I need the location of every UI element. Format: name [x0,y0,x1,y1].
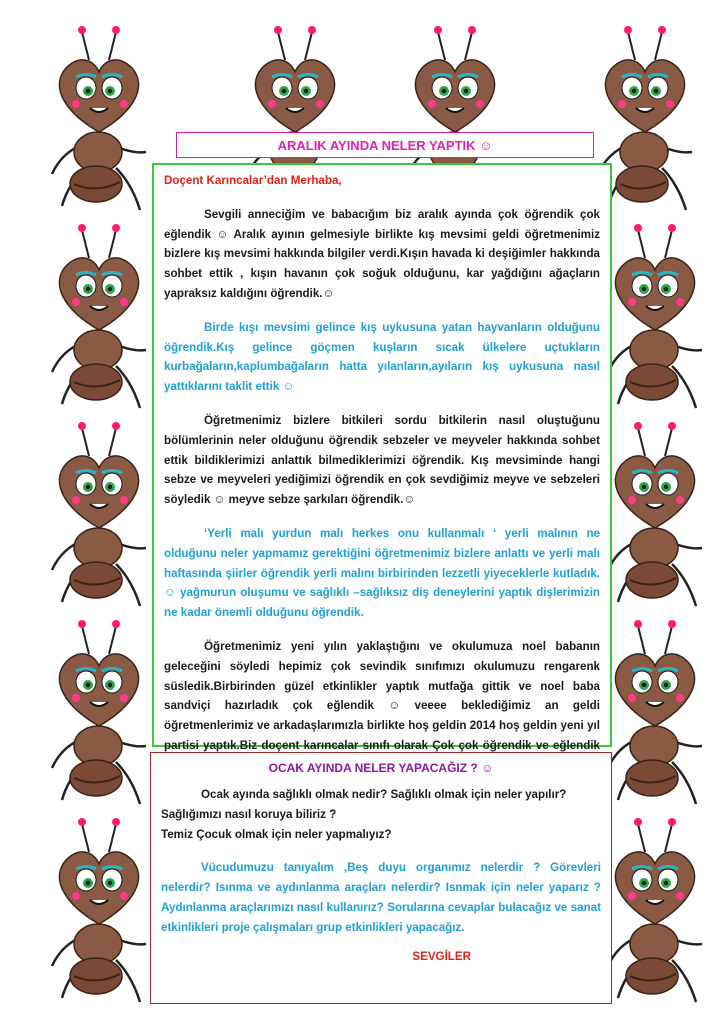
ant-decoration-icon [44,24,154,214]
ocak-title: OCAK AYINDA NELER YAPACAĞIZ ? ☺ [268,761,494,775]
ocak-question-1: Ocak ayında sağlıklı olmak nedir? Sağlıklı olmak için neler yapılır? [201,788,567,801]
ocak-paragraph: Vücudumuzu tanıyalım ,Beş duyu organımız nelerdir ? Görevleri nelerdir? Isınma ve aydınlanma araçları nelerdir? Isnmak için neler yaparız ? Aydınlanma araçlarımızı nasıl kullanırız? Sorularına cevaplar bulacağız ve sanat etkinlikleri proje çalışmaları grup etkinlikleri yapacağız. [161,861,601,934]
ocak-question-3: Temiz Çocuk olmak için neler yapmalıyız? [161,827,392,841]
greeting: Doçent Karıncalar’dan Merhaba, [164,174,342,187]
page-title: ARALIK AYINDA NELER YAPTIK ☺ [277,137,493,153]
ant-decoration-icon [600,222,710,412]
paragraph-3: Öğretmenimiz bizlere bitkileri sordu bitkilerin nasıl oluştuğunu bölümlerinin neler olduğunu öğrendik sebzeler ve meyveler hakkında sohbet ettik bildiklerimizi anlattık bilmediklerimizi öğrendik. Kış mevsiminde hangi sebze ve meyveleri yediğimizi öğrendik en çok sevdiğimiz meyve ve sebzeleri söyledik ☺ meyve sebze şarkıları öğrendik.☺ [164,413,600,507]
ant-decoration-icon [44,816,154,1006]
paragraph-4: ‘Yerli malı yurdun malı herkes onu kullanmalı ‘ yerli malının ne olduğunu neler yapmamız gerektiğini öğretmenimiz bizlere anlattı ve yerli malı haftasında şiirler öğrendik yerli malını birbirinden lezzetli yiyeceklerle kutladık. ☺ yağmurun oluşumu ve sağlıklı –sağlıksız diş deneylerini yaptık dişlerimizin ne kadar önemli olduğunu öğrendik. [164,526,600,620]
ocak-question-2: Sağlığımızı nasıl koruya biliriz ? [161,807,337,821]
paragraph-1: Sevgili anneciğim ve babacığım biz aralık ayında çok öğrendik çok eğlendik ☺ Aralık ayının gelmesiyle birlikte kış mevsimi geldi öğretmenimiz bizlere kış mevsimi hakkında bilgiler verdi.Kışın havada ki deşiğimler hakkında sohbet ettik , kışın havanın çok soğuk olduğunu, kar yağdığını ağaçların yapraksız kaldığını öğrendik.☺ [164,207,600,300]
paragraph-2: Birde kışı mevsimi gelince kış uykusuna yatan hayvanların olduğunu öğrendik.Kış gelince göçmen kuşların sıcak ülkelere uçtukların kurbağaların,kaplumbağaların hatta yılanların,ayıların kış uykusuna nasıl yattıklarını taklit ettik ☺ [164,320,600,394]
ant-decoration-icon [44,420,154,610]
ant-decoration-icon [44,222,154,412]
ant-decoration-icon [44,618,154,808]
paragraph-5: Öğretmenimiz yeni yılın yaklaştığını ve okulumuza noel babanın geleceğini söyledi hepimiz çok sevindik sınıfımızı okulumuzu rengarenk süsledik.Birbirinden güzel etkinlikler yaptık mutfağa gittik ve noel baba sandviçi hazırladık çok eğlendik ☺ veeee beklediğimiz an geldi öğretmenlerimiz ve arkadaşlarımızla birlikte hoş geldin 2014 hoş geldin yeni yıl partisi yaptık.Biz doçent karıncalar sınıfı olarak Çok çok öğrendik ve eğlendik [164,639,600,752]
ocak-box [150,752,612,1004]
title-box [176,132,594,158]
ant-decoration-icon [600,816,710,1006]
signature: SEVGİLER [412,949,471,963]
ant-decoration-icon [600,420,710,610]
ant-decoration-icon [600,618,710,808]
letter-box [152,163,612,752]
